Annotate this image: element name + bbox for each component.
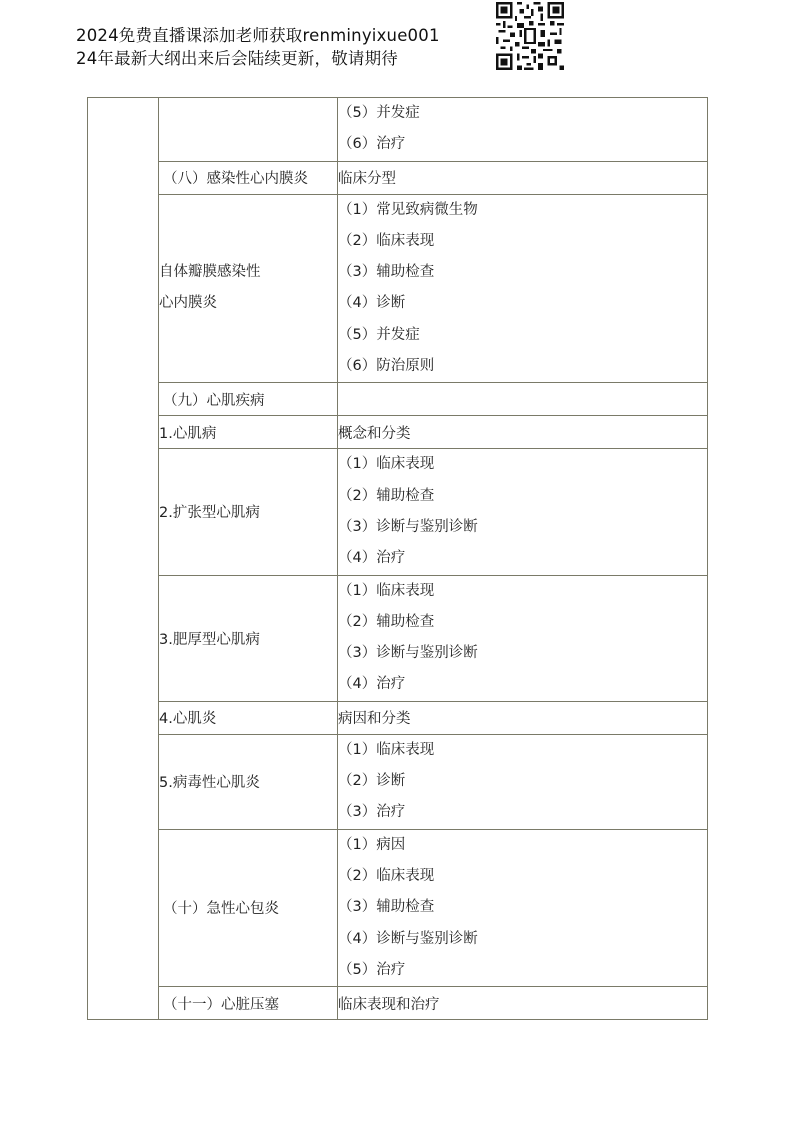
list-item: （4）诊断与鉴别诊断 <box>338 930 478 947</box>
topic-cell: 3.肥厚型心肌病 <box>159 575 338 701</box>
table-row <box>88 383 708 416</box>
items-cell <box>338 829 708 986</box>
list-item: （5）并发症 <box>338 105 420 121</box>
list-item: （3）治疗 <box>338 804 406 821</box>
qr-code-icon <box>496 2 564 70</box>
list-item: （4）治疗 <box>338 676 406 693</box>
topic-cell: 4.心肌炎 <box>159 701 338 734</box>
page-header <box>76 24 486 70</box>
list-item: （3）辅助检查 <box>338 899 435 916</box>
items-cell <box>338 734 708 829</box>
list-item: （2）临床表现 <box>338 867 435 884</box>
list-item: （2）临床表现 <box>338 232 435 249</box>
table-row <box>88 987 708 1020</box>
list-item: 临床分型 <box>338 161 708 194</box>
table-row <box>88 575 708 701</box>
list-item: 病因和分类 <box>338 701 708 734</box>
list-item: 概念和分类 <box>338 416 708 449</box>
items-cell <box>338 98 708 162</box>
list-item: 临床表现和治疗 <box>338 987 708 1020</box>
list-item: （1）病因 <box>338 836 406 853</box>
list-item: （1）临床表现 <box>338 741 435 758</box>
topic-cell <box>159 194 338 383</box>
list-item: （1）临床表现 <box>338 456 435 473</box>
topic-cell: （九）心肌疾病 <box>159 383 338 416</box>
topic-cell: （十）急性心包炎 <box>159 829 338 986</box>
list-item: （4）诊断 <box>338 295 406 312</box>
syllabus-table <box>87 97 708 1020</box>
list-item: （3）诊断与鉴别诊断 <box>338 518 478 535</box>
list-item: （3）辅助检查 <box>338 264 435 281</box>
list-item: （1）常见致病微生物 <box>338 201 478 218</box>
header-line-2: 24年最新大纲出来后会陆续更新，敬请期待 <box>76 49 398 68</box>
list-item: （4）治疗 <box>338 550 406 567</box>
table-row <box>88 829 708 986</box>
list-item: （3）诊断与鉴别诊断 <box>338 645 478 662</box>
topic-cell: （八）感染性心内膜炎 <box>159 161 338 194</box>
list-item: （6）治疗 <box>338 136 406 153</box>
table-row <box>88 449 708 575</box>
table-row <box>88 161 708 194</box>
list-item: （5）治疗 <box>338 961 406 978</box>
list-item: （6）防治原则 <box>338 358 435 375</box>
topic-cell: （十一）心脏压塞 <box>159 987 338 1020</box>
table-row <box>88 416 708 449</box>
topic-cell: 5.病毒性心肌炎 <box>159 734 338 829</box>
topic-line: 心内膜炎 <box>159 295 217 312</box>
topic-cell: 1.心肌病 <box>159 416 338 449</box>
topic-cell <box>159 98 338 162</box>
list-item: （2）辅助检查 <box>338 487 435 504</box>
items-cell <box>338 449 708 575</box>
topic-cell: 2.扩张型心肌病 <box>159 449 338 575</box>
items-cell <box>338 194 708 383</box>
list-item: （2）辅助检查 <box>338 613 435 630</box>
table-row <box>88 734 708 829</box>
list-item: （1）临床表现 <box>338 582 435 599</box>
list-item: （5）并发症 <box>338 326 420 343</box>
category-cell <box>88 98 159 1020</box>
table-row <box>88 194 708 383</box>
items-cell <box>338 575 708 701</box>
list-item <box>338 383 708 416</box>
table-row <box>88 701 708 734</box>
header-line-1: 2024免费直播课添加老师获取renminyixue001 <box>76 26 440 45</box>
list-item: （2）诊断 <box>338 773 406 790</box>
table-row <box>88 98 708 162</box>
topic-line: 自体瓣膜感染性 <box>159 264 261 281</box>
